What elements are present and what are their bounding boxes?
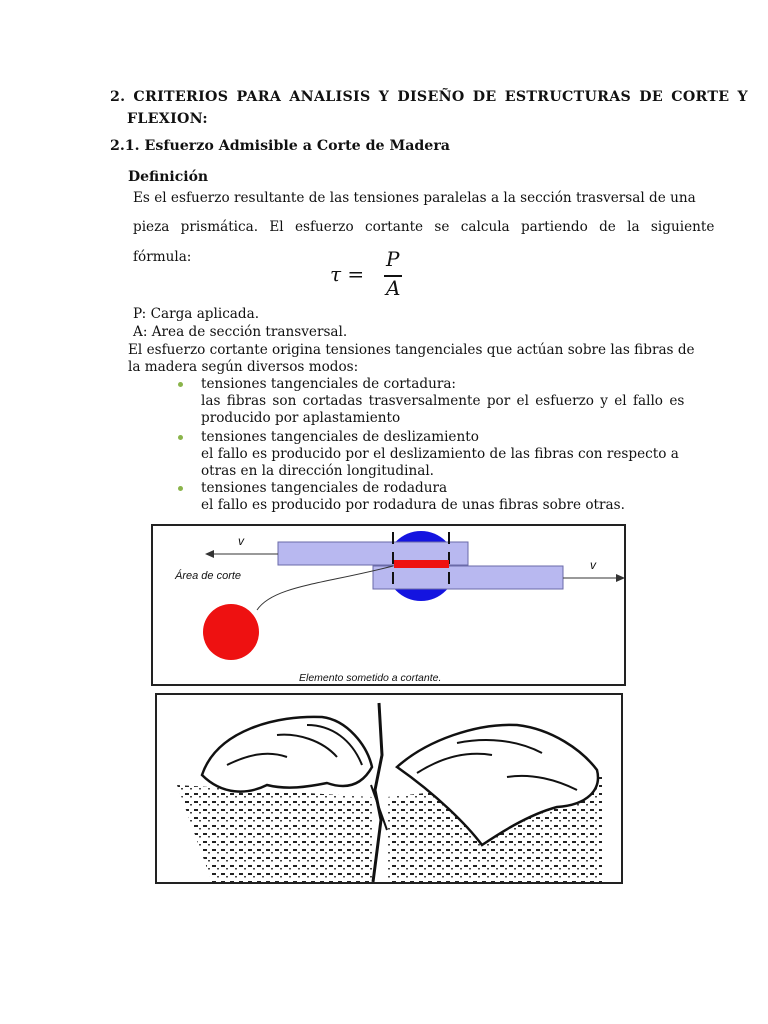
intro-line-1: El esfuerzo cortante origina tensiones tangenciales que actúan sobre las fibras de bbox=[128, 342, 695, 358]
formula-lhs: τ = bbox=[330, 262, 365, 286]
definition-line-2: pieza prismática. El esfuerzo cortante se calcula partiendo de la siguiente bbox=[133, 219, 715, 235]
wood-left-half bbox=[177, 785, 372, 882]
section-title-line1: CRITERIOS PARA ANALISIS Y DISEÑO DE ESTRUCTURAS DE CORTE Y bbox=[133, 89, 748, 105]
intro-line-2: la madera según diversos modos: bbox=[128, 359, 359, 375]
bullet-2-icon bbox=[178, 435, 183, 440]
mode-1-desc-line2: producido por aplastamiento bbox=[201, 410, 401, 426]
label-v-right: v bbox=[590, 558, 596, 572]
mode-3-desc-line1: el fallo es producido por rodadura de unas fibras sobre otras. bbox=[201, 497, 625, 513]
left-hand bbox=[202, 717, 372, 792]
shear-diagram-figure bbox=[151, 524, 626, 686]
shear-formula bbox=[330, 247, 410, 303]
shear-area-disc bbox=[203, 604, 259, 660]
right-arrow-icon bbox=[616, 574, 624, 582]
subsection-title: 2.1. Esfuerzo Admisible a Corte de Madera bbox=[110, 138, 451, 154]
crack-split bbox=[371, 785, 387, 830]
mode-1-desc-line1: las fibras son cortadas trasversalmente por el esfuerzo y el fallo es bbox=[201, 393, 685, 409]
section-heading bbox=[110, 86, 748, 130]
definition-heading: Definición bbox=[128, 169, 209, 185]
label-v-left: v bbox=[238, 534, 244, 548]
bullet-3-icon bbox=[178, 486, 183, 491]
bullet-1-icon bbox=[178, 382, 183, 387]
mode-2-desc-line2: otras en la dirección longitudinal. bbox=[201, 463, 434, 479]
formula-denominator: A bbox=[386, 276, 401, 300]
hands-sketch bbox=[157, 695, 621, 882]
section-title-line2: FLEXION: bbox=[127, 111, 208, 127]
mode-2-title: tensiones tangenciales de deslizamiento bbox=[201, 429, 479, 445]
definition-line-3: fórmula: bbox=[133, 249, 192, 265]
left-arrow-icon bbox=[205, 550, 214, 558]
variable-a: A: Area de sección transversal. bbox=[133, 324, 348, 340]
mode-1-title: tensiones tangenciales de cortadura: bbox=[201, 376, 457, 392]
figure1-caption: Elemento sometido a cortante. bbox=[299, 672, 442, 684]
section-number: 2. bbox=[110, 89, 126, 105]
label-area-de-corte: Área de corte bbox=[175, 570, 242, 582]
shear-diagram bbox=[153, 526, 624, 684]
mode-3-title: tensiones tangenciales de rodadura bbox=[201, 480, 448, 496]
lower-bar bbox=[373, 566, 563, 589]
mode-2-desc-line1: el fallo es producido por el deslizamiento de las fibras con respecto a bbox=[201, 446, 679, 462]
definition-line-1: Es el esfuerzo resultante de las tensiones paralelas a la sección trasversal de una bbox=[133, 190, 696, 206]
hands-sketch-figure bbox=[155, 693, 623, 884]
formula-numerator: P bbox=[386, 247, 400, 271]
shear-area-strip bbox=[394, 560, 449, 568]
variable-p: P: Carga aplicada. bbox=[133, 306, 260, 322]
